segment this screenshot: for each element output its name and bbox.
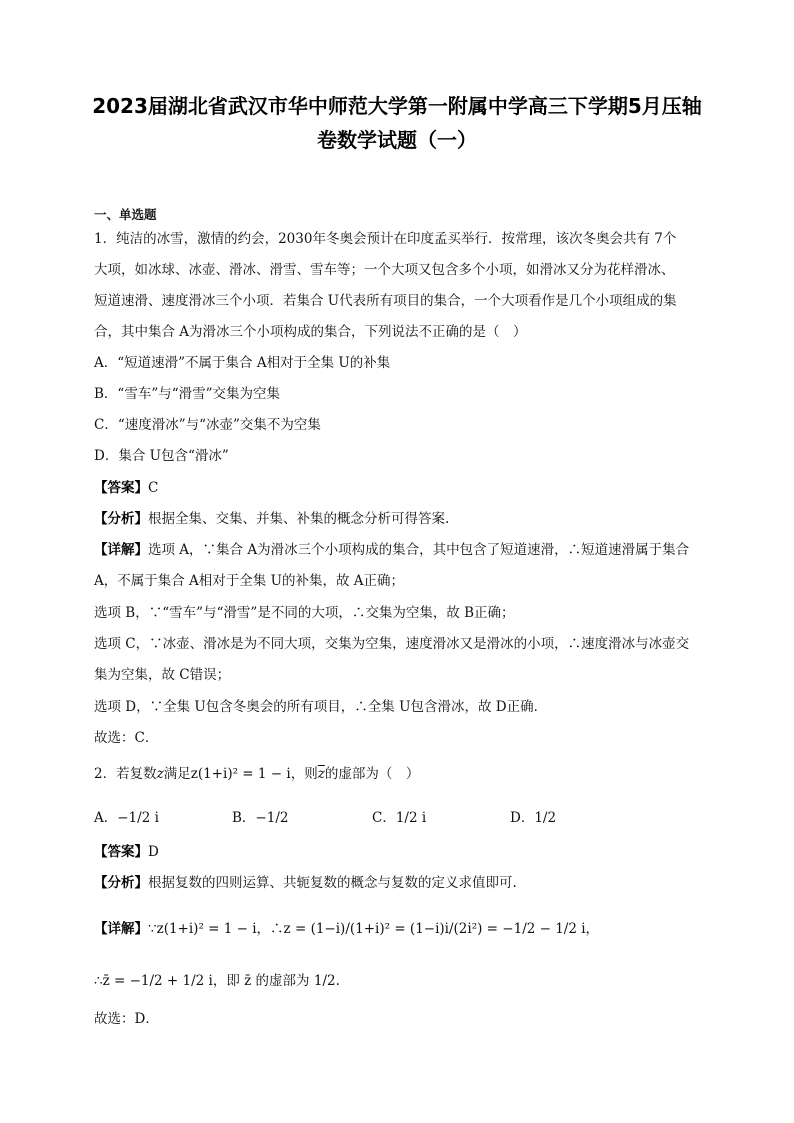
q2-stem <box>94 765 706 783</box>
q2-option-d-label: D． <box>510 810 535 826</box>
q1-detail-line-4: 选项 C，∵冰壶、滑冰是为不同大项，交集为空集，速度滑冰又是滑冰的小项，∴速度滑冰与冰壶交 <box>94 636 690 652</box>
detail-tag: 【详解】 <box>94 542 148 558</box>
answer-value: D <box>148 844 159 860</box>
q2-option-d-value: 1/2 <box>534 810 557 826</box>
q2-option-a-label: A． <box>94 810 118 826</box>
q2-answer <box>94 843 706 861</box>
q1-stem-line-4: 合，其中集合 A为滑冰三个小项构成的集合，下列说法不正确的是（ ） <box>94 324 527 340</box>
q1-detail-line-5: 集为空集，故 C错误； <box>94 667 231 683</box>
q2-conclusion: 故选：D． <box>94 1011 159 1027</box>
q1-answer <box>94 479 706 497</box>
q1-analysis <box>94 510 706 528</box>
q1-option-a: A．“短道速滑”不属于集合 A相对于全集 U的补集 <box>94 355 391 371</box>
q1-detail-line-2: A，不属于集合 A相对于全集 U的补集，故 A正确； <box>94 573 404 589</box>
detail-equation: ∵z(1+i)² = 1 − i，∴z = (1−i)/(1+i)² = (1−i)i/(2i²) = −1/2 − 1/2 i， <box>148 921 600 937</box>
q2-option-b <box>232 806 288 826</box>
answer-tag: 【答案】 <box>94 480 148 496</box>
detail-tag: 【详解】 <box>94 921 148 937</box>
analysis-text: 根据全集、交集、并集、补集的概念分析可得答案. <box>148 511 450 527</box>
q2-detail-line-2: ∴z̄ = −1/2 + 1/2 i，即 z̄ 的虚部为 1/2. <box>94 973 340 989</box>
q1-detail-line-3: 选项 B，∵“雪车”与“滑雪”是不同的大项，∴交集为空集，故 B正确； <box>94 605 515 621</box>
answer-tag: 【答案】 <box>94 844 148 860</box>
q2-stem-prefix: 2．若复数 <box>94 766 157 782</box>
section-heading: 一、单选题 <box>94 207 157 222</box>
q2-option-b-value: −1/2 <box>255 810 289 826</box>
q2-stem-var: z <box>156 766 164 782</box>
q2-stem-suffix: ，则 <box>290 766 318 782</box>
q2-stem-end: 的虚部为（ ） <box>324 766 420 782</box>
q2-detail-line-1 <box>94 920 706 938</box>
q2-stem-mid: 满足 <box>163 766 191 782</box>
analysis-tag: 【分析】 <box>94 511 148 527</box>
q2-option-c <box>372 806 426 826</box>
q1-stem-line-1: 1．纯洁的冰雪，激情的约会，2030年冬奥会预计在印度孟买举行．按常理，该次冬奥会共有 7个 <box>94 231 677 247</box>
q1-option-d: D．集合 U包含“滑冰” <box>94 448 229 464</box>
q2-option-c-value: 1/2 i <box>395 810 427 826</box>
q1-stem-line-3: 短道速滑、速度滑冰三个小项．若集合 U代表所有项目的集合，一个大项看作是几个小项组成的集 <box>94 293 677 309</box>
q2-stem-conjugate: $\overline{z}$ <box>317 766 325 782</box>
q1-option-b: B．“雪车”与“滑雪”交集为空集 <box>94 386 281 402</box>
q2-option-a-value: −1/2 i <box>117 810 159 826</box>
q2-option-a <box>94 806 159 826</box>
q1-option-c: C．“速度滑冰”与“冰壶”交集不为空集 <box>94 417 321 433</box>
q2-option-c-label: C． <box>372 810 396 826</box>
detail-text: 选项 A，∵集合 A为滑冰三个小项构成的集合，其中包含了短道速滑，∴短道速滑属于集合 <box>148 542 690 558</box>
q1-stem-line-2: 大项，如冰球、冰壶、滑冰、滑雪、雪车等；一个大项又包含多个小项，如滑冰又分为花样滑冰、 <box>94 262 675 278</box>
analysis-tag: 【分析】 <box>94 875 148 891</box>
q2-option-b-label: B． <box>232 810 256 826</box>
page-title-line-2: 卷数学试题（一） <box>317 128 477 152</box>
q2-option-d <box>510 806 556 826</box>
q1-detail-line-6: 选项 D，∵全集 U包含冬奥会的所有项目，∴全集 U包含滑冰，故 D正确． <box>94 699 548 715</box>
q2-analysis <box>94 874 706 892</box>
q2-stem-equation: z(1+i)² = 1 − i <box>190 766 291 782</box>
q1-conclusion: 故选：C． <box>94 730 159 746</box>
analysis-text: 根据复数的四则运算、共轭复数的概念与复数的定义求值即可. <box>148 875 517 891</box>
page-title-line-1: 2023届湖北省武汉市华中师范大学第一附属中学高三下学期5月压轴 <box>92 94 702 118</box>
q1-detail-line-1 <box>94 541 706 559</box>
answer-value: C <box>148 480 159 496</box>
